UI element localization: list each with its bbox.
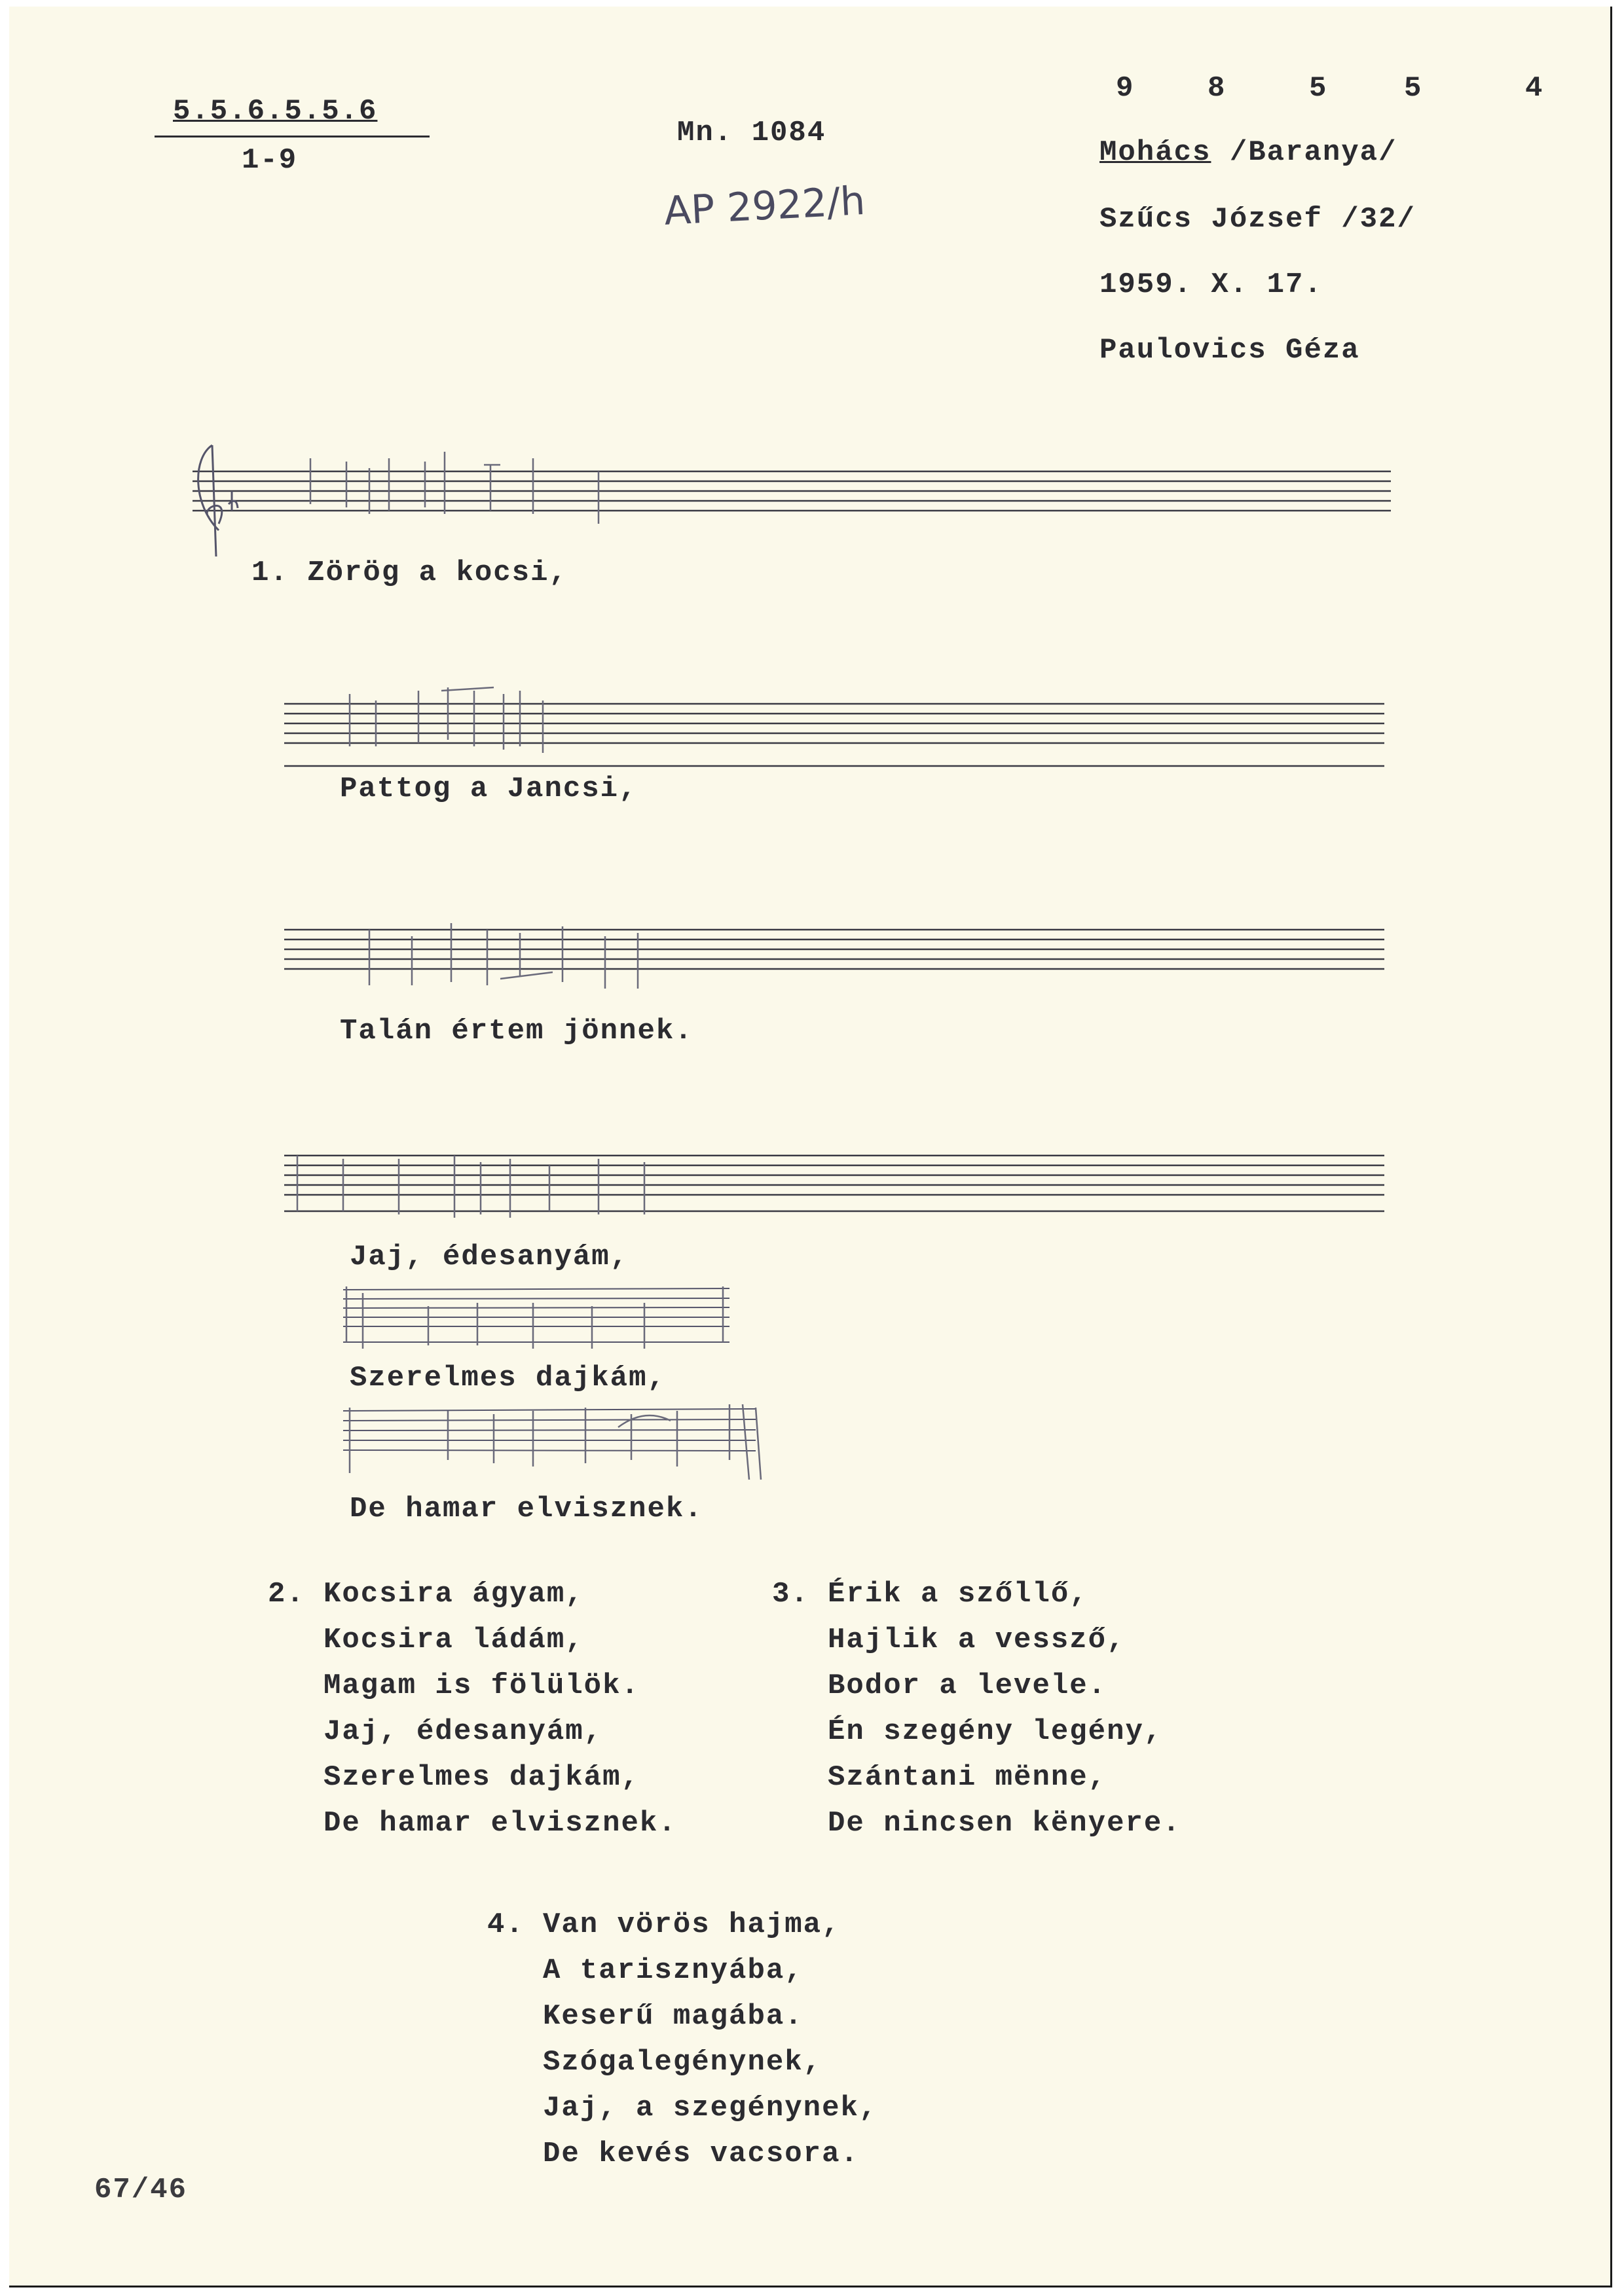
- stanza-line: Szógalegénynek,: [543, 2046, 822, 2079]
- score-lyric-4: Jaj, édesanyám,: [350, 1241, 629, 1273]
- stanza-line: Kocsira ládám,: [323, 1624, 584, 1656]
- music-staff-4: [284, 1139, 1397, 1224]
- music-staff-2: [284, 674, 1397, 779]
- stanza-line: Kocsira ágyam,: [323, 1578, 584, 1611]
- stanza-line: Jaj, a szegénynek,: [543, 2092, 878, 2124]
- syllable-pattern: 5.5.6.5.5.6: [173, 95, 378, 128]
- stanza-line: Jaj, édesanyám,: [323, 1715, 603, 1748]
- stanza-line: Magam is fölülök.: [323, 1669, 640, 1702]
- stanza-line: A tarisznyába,: [543, 1954, 803, 1987]
- stanza-line: De nincsen kënyere.: [828, 1807, 1181, 1840]
- stanza-line: Hajlik a vessző,: [828, 1624, 1126, 1656]
- meter-digits: [1116, 72, 1561, 111]
- stanza-line: Én szegény legény,: [828, 1715, 1163, 1748]
- pattern-underline: [155, 136, 430, 137]
- meter-digit: 5: [1309, 72, 1328, 105]
- meter-digit: 5: [1404, 72, 1423, 105]
- score-lyric-2: Pattog a Jancsi,: [340, 773, 638, 805]
- score-lyric-6: De hamar elvisznek.: [350, 1493, 703, 1525]
- stanza-line: Szántani mënne,: [828, 1761, 1107, 1794]
- stanza-line: De kevés vacsora.: [543, 2138, 859, 2170]
- stanza-line: Van vörös hajma,: [543, 1908, 841, 1941]
- singer: Szűcs József /32/: [1099, 203, 1416, 236]
- score-lyric-1: 1. Zörög a kocsi,: [251, 556, 568, 589]
- score-lyric-3: Talán értem jönnek.: [340, 1015, 693, 1048]
- score-lyric-5: Szerelmes dajkám,: [350, 1362, 666, 1394]
- meter-digit: 4: [1525, 72, 1544, 105]
- stanza-line: De hamar elvisznek.: [323, 1807, 677, 1840]
- range-label: 1-9: [242, 144, 298, 177]
- archive-code-handwritten: AP 2922/h: [663, 178, 866, 234]
- handwritten-staff-5: [337, 1277, 756, 1362]
- stanza-line: Bodor a levele.: [828, 1669, 1107, 1702]
- place: Mohács: [1099, 136, 1211, 169]
- catalog-number: Mn. 1084: [677, 117, 826, 149]
- county: /Baranya/: [1229, 136, 1397, 169]
- stanza-number: 4.: [487, 1908, 525, 1941]
- stanza-line: Keserű magába.: [543, 2000, 803, 2033]
- place-line: [1099, 136, 1397, 169]
- archive-sheet: [9, 7, 1612, 2287]
- stanza-number: 2.: [268, 1578, 305, 1611]
- music-staff-3: [284, 910, 1397, 995]
- meter-digit: 8: [1208, 72, 1227, 105]
- stanza-line: Érik a szőllő,: [828, 1578, 1088, 1611]
- collector: Paulovics Géza: [1099, 334, 1360, 367]
- sheet-number: 67/46: [94, 2174, 188, 2206]
- handwritten-staff-6: [337, 1394, 782, 1493]
- meter-digit: 9: [1116, 72, 1135, 105]
- stanza-line: Szerelmes dajkám,: [323, 1761, 640, 1794]
- recording-date: 1959. X. 17.: [1099, 268, 1323, 301]
- stanza-number: 3.: [772, 1578, 809, 1611]
